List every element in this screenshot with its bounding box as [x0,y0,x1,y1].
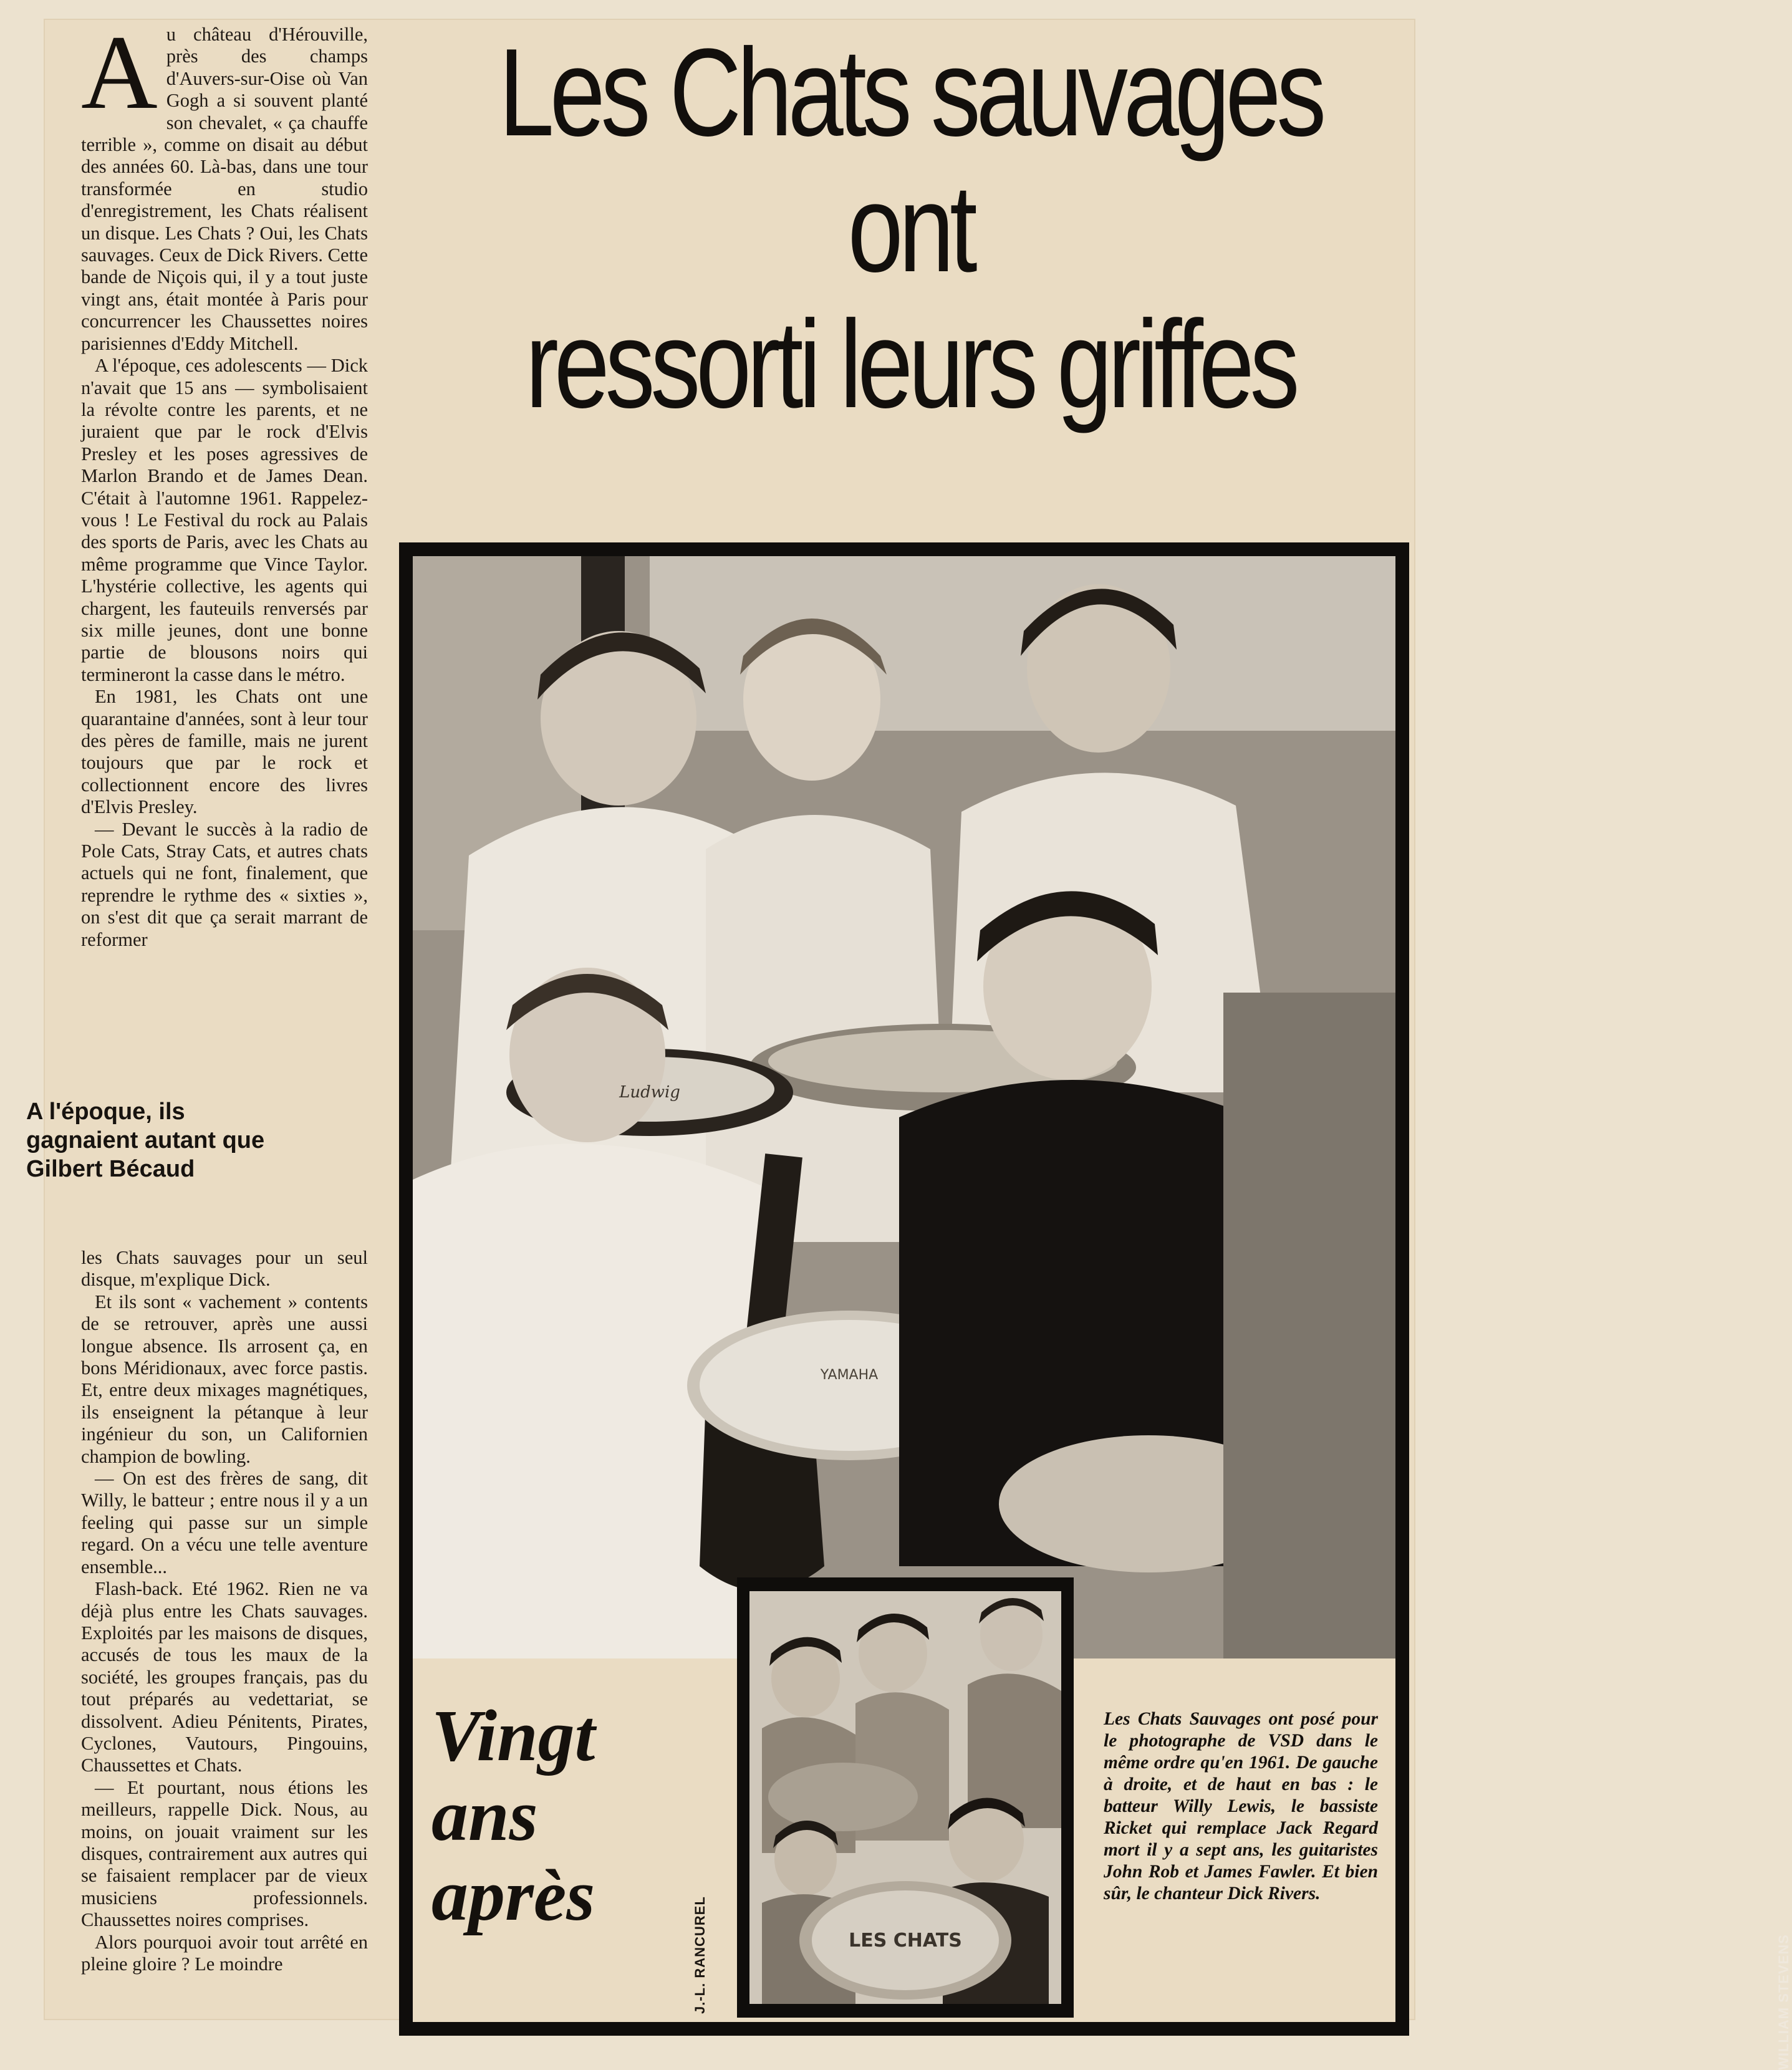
headline-line-1: Les Chats sauvages [498,23,1322,162]
article-column-bottom [81,1247,368,1975]
article-paragraph: A l'époque, ces adolescents — Dick n'avait que 15 ans — symbolisaient la révolte contre les parents, et ne juraient que par le rock d'Elvis Presley et les poses agressives de Marlon Brando et de James Dean. C'était à l'automne 1961. Rappelez-vous ! Le Festival du rock au Palais des sports de Paris, avec les Chats au même programme que Vince Taylor. L'hystérie collective, les agents qui chargent, les fauteuils renversés par six mille jeunes, dont une bonne partie de blousons noirs qui termineront la casse dans le métro. [81,355,368,685]
inset-drum-lettering: LES CHATS [849,1930,962,1952]
article-paragraph: u château d'Hérouville, près des champs d'Auvers-sur-Oise où Van Gogh a si souvent planté son chevalet, « ça chauffe terrible », comme on disait au début des années 60. Là-bas, dans une tour transformée en studio d'enregistrement, les Chats réalisent un disque. Les Chats ? Oui, les Chats sauvages. Ceux de Dick Rivers. Cette bande de Niçois qui, il y a tout juste vingt ans, était montée à Paris pour concurrencer les Chaussettes noires parisiennes d'Eddy Mitchell. [81,24,368,354]
subheading [26,1097,363,1183]
headline-line-2: ont [847,159,973,298]
inset-title-line: Vingt [431,1695,595,1776]
inset-photo-1961 [749,1591,1061,2004]
bottom-strip [413,1658,1395,2022]
article-paragraph: En 1981, les Chats ont une quarantaine d'années, sont à leur tour des pères de famille, mais ne jurent toujours que par le rock et collectionnent encore des livres d'Elvis Presley. [81,686,368,818]
band-photo [413,556,1395,1694]
subheading-line: Gilbert Bécaud [26,1156,195,1182]
subheading-line: gagnaient autant que [26,1127,265,1153]
photo-caption: Les Chats Sauvages ont posé pour le photographe de VSD dans le même ordre qu'en 1961. De gauche à droite, et de haut en bas : le batteur Willy Lewis, le bassiste Ricket qui remplace Jack Regard mort il y a sept ans, les guitaristes John Rob et James Fawler. Et bien sûr, le chanteur Dick Rivers. [1104,1709,1378,1904]
drum-brand-label: Ludwig [619,1083,680,1102]
article-paragraph: Et ils sont « vachement » contents de se retrouver, après une aussi longue absence. Ils arrosent ça, en bons Méridionaux, avec force pastis. Et, entre deux mixages magnétiques, ils enseignent la pétanque à leur ingénieur du son, un Californien champion de bowling. [81,1291,368,1467]
article-paragraph: Flash-back. Eté 1962. Rien ne va déjà plus entre les Chats sauvages. Exploités par les maisons de disques, accusés de tous les maux de la société, les groupes français, pas du tout préparés au vedettariat, se dissolvent. Adieu Pénitents, Pirates, Cyclones, Vautours, Pingouins, Chaussettes et Chats. [81,1578,368,1776]
article-paragraph: — Et pourtant, nous étions les meilleurs, rappelle Dick. Nous, au moins, on jouait vraiment sur les disques, contrairement aux autres qui se faisaient remplacer par de vieux musiciens professionnels. Chaussettes noires comprises. [81,1776,368,1931]
bass-drum-label: YAMAHA [820,1367,879,1383]
article-paragraph: les Chats sauvages pour un seul disque, m'explique Dick. [81,1247,368,1291]
drop-cap: A [81,14,158,131]
inset-title-line: ans [431,1774,538,1856]
photo-credit: WILLIAM STEVENS [1776,1934,1791,2070]
inset-photo-frame [737,1577,1074,2018]
inset-photo-credit: J.-L. RANCUREL [692,1896,708,2014]
article-paragraph: Alors pourquoi avoir tout arrêté en pleine gloire ? Le moindre [81,1931,368,1975]
subheading-line: A l'époque, ils [26,1099,185,1125]
article-paragraph: — On est des frères de sang, dit Willy, le batteur ; entre nous il y a un feeling qui passe sur un simple regard. On a vécu une telle aventure ensemble... [81,1468,368,1577]
inset-title [431,1696,668,1935]
headline [393,25,1428,433]
headline-line-3: ressorti leurs griffes [525,295,1296,434]
article-paragraph: — Devant le succès à la radio de Pole Cats, Stray Cats, et autres chats actuels qui ne font, finalement, que reprendre le rythme des « sixties », on s'est dit que ça serait marrant de reformer [81,818,368,950]
article-column-top [81,14,368,951]
band-photo-illustration [413,556,1395,1694]
inset-title-line: après [431,1854,595,1936]
inset-photo-illustration [749,1591,1061,2004]
